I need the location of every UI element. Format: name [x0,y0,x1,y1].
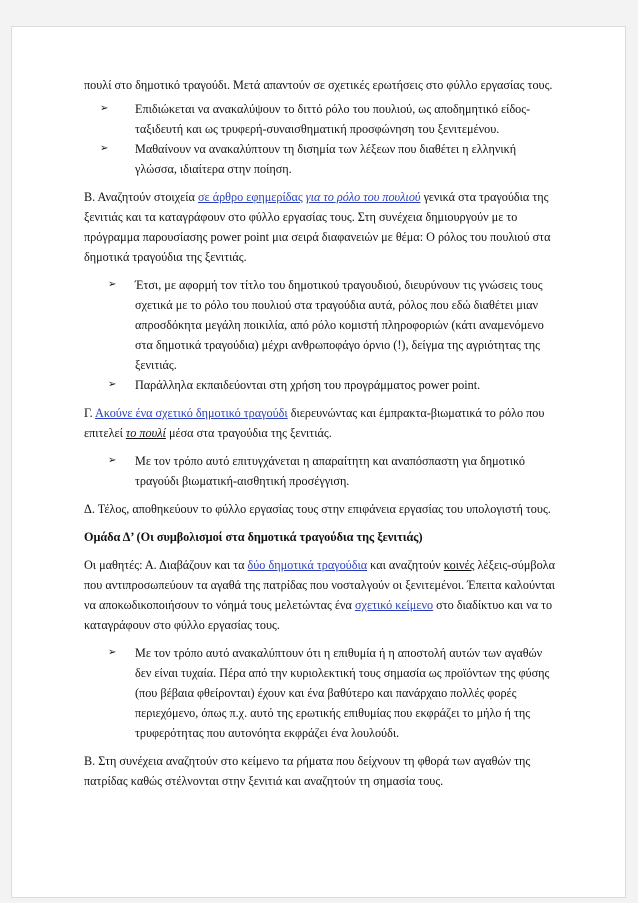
bullet-list-1 [84,99,556,179]
list-item: ➢ Έτσι, με αφορμή τον τίτλο του δημοτικού τραγουδιού, διευρύνουν τις γνώσεις τους σχετικά με το ρόλο του πουλιού στα τραγούδια αυτά, ρόλος που εδώ διαθέτει μιαν απροσδόκητα μεγάλη ποικιλία, από ρόλο κομιστή πληροφοριών (κάτι αναμενόμενο στα δημοτικά τραγούδια) μέχρι ανθρωποφάγο όρνιο (!), δείγμα της αγριότητας της ξενιτιάς. [108,275,556,375]
bullet-list-2 [84,275,556,395]
related-text-link[interactable]: σχετικό κείμενο [354,598,434,612]
newspaper-article-link[interactable]: σε άρθρο εφημερίδας [197,190,303,204]
list-item: ➢ Με τον τρόπο αυτό ανακαλύπτουν ότι η επιθυμία ή η αποστολή αυτών των αγαθών δεν είναι τυχαία. Πέρα από την κυριολεκτική τους σημασία ως προϊόντων της φύσης (που βέβαια φθείρονται) έχουν και ένα βαθύτερο και πανάρχαιο πολλές φορές περιεχόμενο, όπως π.χ. αυτό της ερωτικής επιθυμίας που εκφράζει το μήλο ή της τρυφερότητας που αυτονόητα εκφράζει ένα λουλούδι. [108,643,556,743]
paragraph-b2: Β. Στη συνέχεια αναζητούν στο κείμενο τα ρήματα που δείχνουν τη φθορά των αγαθών της πατρίδας καθώς στέλνονται στην ξενιτιά και αναζητούν τη σημασία τους. [84,754,531,788]
bird-role-link[interactable]: για το ρόλο του πουλιού [305,190,421,204]
page-content [84,75,556,791]
list-item: ➢ Με τον τρόπο αυτό επιτυγχάνεται η απαραίτητη και αναπόσπαστη για δημοτικό τραγούδι βιωματική-αισθητική προσέγγιση. [108,451,556,491]
underlined-common: κοινές [443,558,475,572]
paragraph-d: Δ. Τέλος, αποθηκεύουν το φύλλο εργασίας τους στην επιφάνεια εργασίας του υπολογιστή τους. [84,502,551,516]
folk-song-link[interactable]: Ακούνε ένα σχετικό δημοτικό τραγούδι [95,406,288,420]
paragraph-intro: πουλί στο δημοτικό τραγούδι. Μετά απαντούν σε σχετικές ερωτήσεις στο φύλλο εργασίας τους. [84,78,553,92]
bullet-list-3 [84,451,556,491]
arrow-bullet-icon: ➢ [100,103,109,114]
arrow-bullet-icon: ➢ [108,455,117,466]
emphasis-bird: το πουλί [125,426,166,440]
arrow-bullet-icon: ➢ [108,379,117,390]
list-item: ➢ Επιδιώκεται να ανακαλύψουν το διττό ρόλο του πουλιού, ως αποδημητικό είδος-ταξιδευτή και ως τρυφερή-συναισθηματική προσφώνηση του ξενιτεμένου. [100,99,556,139]
paragraph-g: Γ. Ακούνε ένα σχετικό δημοτικό τραγούδι διερευνώντας και έμπρακτα-βιωματικά το ρόλο που επιτελεί το πουλί μέσα στα τραγούδια της ξενιτιάς. [84,406,545,440]
arrow-bullet-icon: ➢ [100,143,109,154]
section-heading: Ομάδα Δ’ (Οι συμβολισμοί στα δημοτικά τραγούδια της ξενιτιάς) [84,530,423,544]
arrow-bullet-icon: ➢ [108,279,117,290]
document-page [11,26,626,898]
paragraph-b: Β. Αναζητούν στοιχεία σε άρθρο εφημερίδας για το ρόλο του πουλιού γενικά στα τραγούδια της ξενιτιάς και τα καταγράφουν στο φύλλο εργασίας τους. Στη συνέχεια δημιουργούν με το πρόγραμμα παρουσίασης power point μια σειρά διαφανειών με θέμα: Ο ρόλος του πουλιού στα δημοτικά τραγούδια της ξενιτιάς. [84,190,551,264]
arrow-bullet-icon: ➢ [108,647,117,658]
bullet-list-4 [84,643,556,743]
list-item: ➢ Παράλληλα εκπαιδεύονται στη χρήση του προγράμματος power point. [108,375,556,395]
paragraph-a: Οι μαθητές: Α. Διαβάζουν και τα δύο δημοτικά τραγούδια και αναζητούν κοινές λέξεις-σύμβολα που αντιπροσωπεύουν τα αγαθά της πατρίδας που νοσταλγούν οι ξενιτεμένοι. Έπειτα καλούνται να αποκωδικοποιήσουν το νόημά τους μελετώντας ένα σχετικό κείμενο στο διαδίκτυο και να το καταγράφουν στο φύλλο εργασίας τους. [84,558,556,632]
two-folk-songs-link[interactable]: δύο δημοτικά τραγούδια [247,558,368,572]
list-item: ➢ Μαθαίνουν να ανακαλύπτουν τη δισημία των λέξεων που διαθέτει η ελληνική γλώσσα, ιδιαίτερα στην ποίηση. [100,139,556,179]
